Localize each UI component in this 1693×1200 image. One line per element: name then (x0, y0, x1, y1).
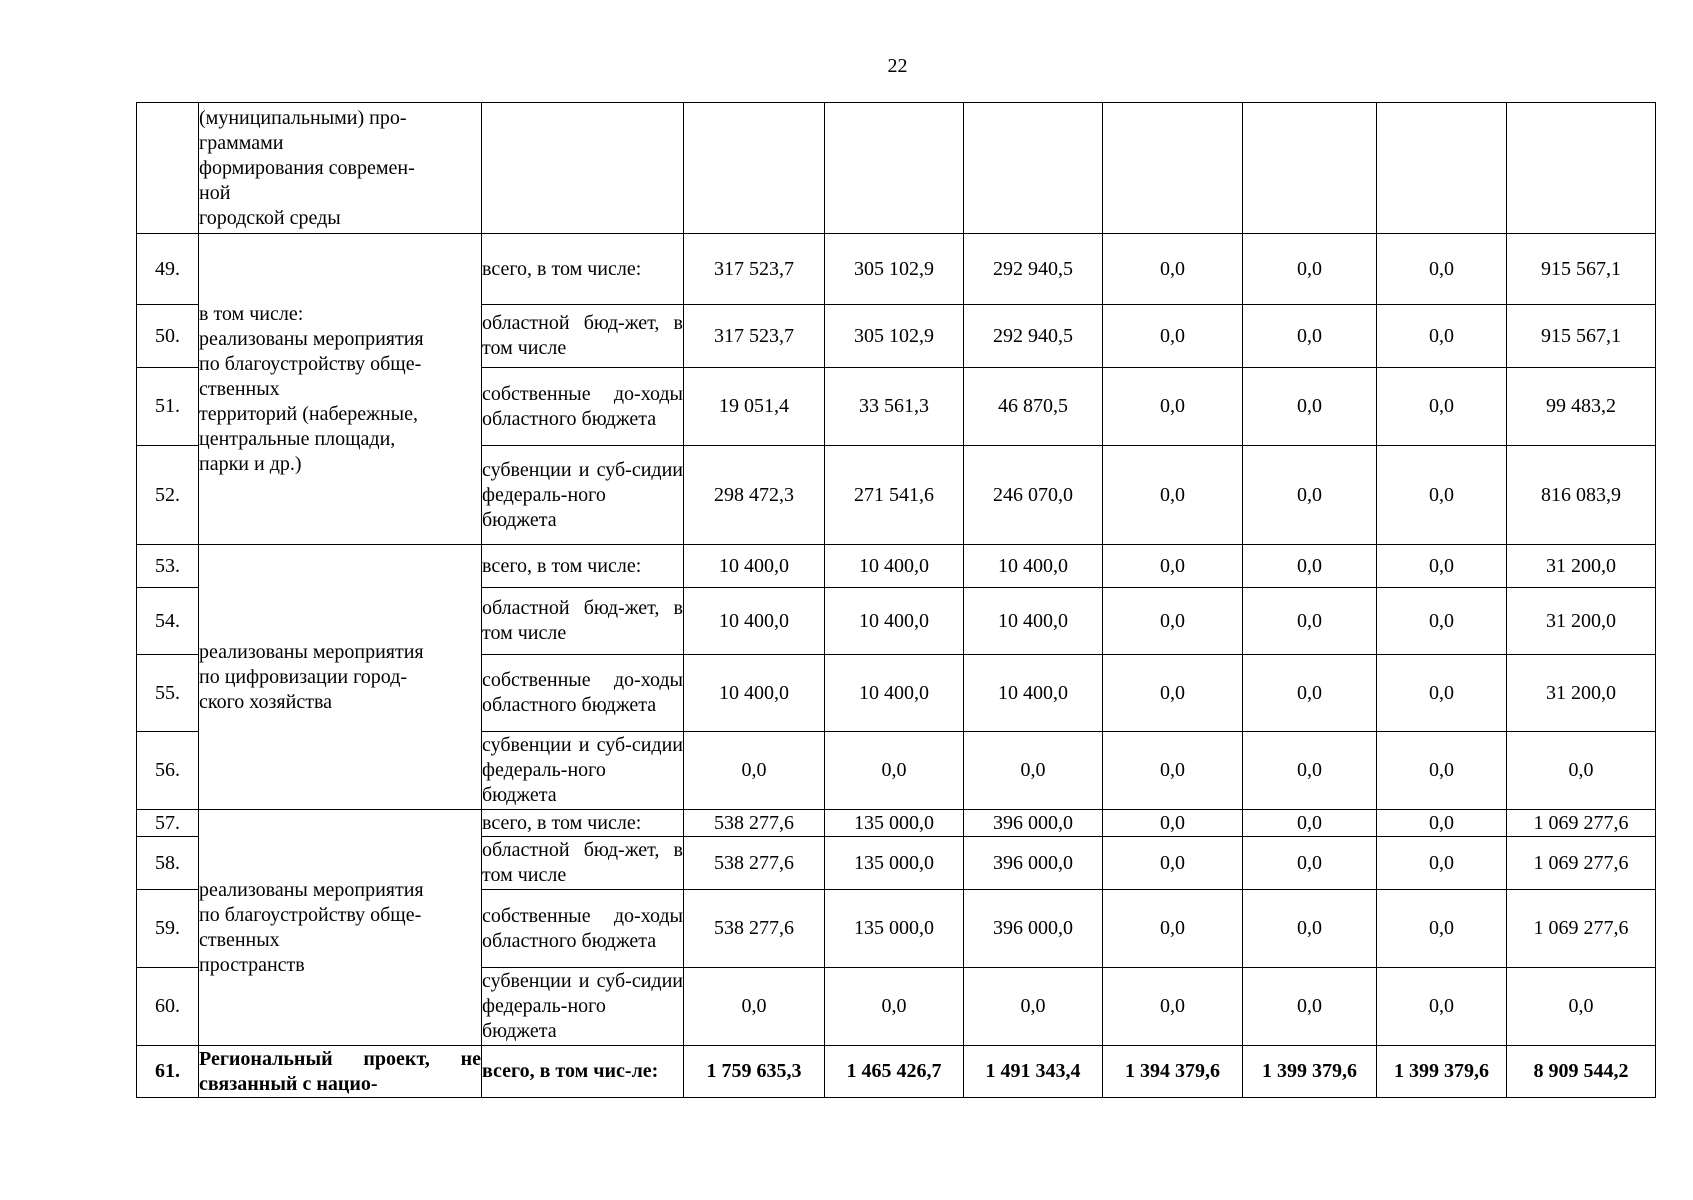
value-cell: 396 000,0 (964, 837, 1103, 890)
value-cell: 1 491 343,4 (964, 1046, 1103, 1098)
value-cell: 0,0 (1377, 305, 1507, 368)
row-number-cell: 61. (137, 1046, 199, 1098)
value-cell: 915 567,1 (1507, 305, 1656, 368)
value-cell: 10 400,0 (684, 655, 825, 732)
value-cell: 0,0 (1243, 732, 1377, 810)
value-cell: 1 069 277,6 (1507, 890, 1656, 968)
value-cell (1103, 103, 1243, 234)
row-number-cell: 59. (137, 890, 199, 968)
row-number-cell: 54. (137, 588, 199, 655)
value-cell: 0,0 (1507, 968, 1656, 1046)
value-cell: 0,0 (1377, 368, 1507, 446)
value-cell: 0,0 (1377, 890, 1507, 968)
table-row (137, 810, 1656, 837)
value-cell: 10 400,0 (964, 545, 1103, 588)
value-cell: 0,0 (1103, 368, 1243, 446)
value-cell: 10 400,0 (964, 655, 1103, 732)
value-cell: 0,0 (1103, 732, 1243, 810)
value-cell: 1 399 379,6 (1377, 1046, 1507, 1098)
event-name-cell: Региональный проект, не связанный с нацио- (199, 1046, 482, 1098)
value-cell: 0,0 (1377, 545, 1507, 588)
funding-source-cell: всего, в том чис-ле: (482, 1046, 684, 1098)
value-cell: 31 200,0 (1507, 588, 1656, 655)
value-cell: 305 102,9 (825, 305, 964, 368)
funding-source-cell: областной бюд-жет, в том числе (482, 588, 684, 655)
value-cell: 0,0 (1377, 837, 1507, 890)
value-cell: 246 070,0 (964, 446, 1103, 545)
value-cell: 0,0 (1103, 810, 1243, 837)
value-cell: 396 000,0 (964, 890, 1103, 968)
value-cell (825, 103, 964, 234)
row-number-cell: 51. (137, 368, 199, 446)
value-cell (964, 103, 1103, 234)
value-cell: 135 000,0 (825, 837, 964, 890)
value-cell: 538 277,6 (684, 810, 825, 837)
value-cell: 317 523,7 (684, 234, 825, 305)
value-cell: 0,0 (1243, 837, 1377, 890)
value-cell: 10 400,0 (964, 588, 1103, 655)
budget-table (136, 102, 1656, 1098)
value-cell: 0,0 (1243, 446, 1377, 545)
value-cell: 0,0 (1377, 446, 1507, 545)
value-cell (1377, 103, 1507, 234)
value-cell: 0,0 (1243, 968, 1377, 1046)
value-cell: 0,0 (1243, 810, 1377, 837)
value-cell: 135 000,0 (825, 890, 964, 968)
row-number-cell: 49. (137, 234, 199, 305)
continuation-name-cell: (муниципальными) про- граммами формирования современ- ной городской среды (199, 103, 482, 234)
row-number-cell (137, 103, 199, 234)
value-cell: 305 102,9 (825, 234, 964, 305)
page-number: 22 (887, 55, 908, 77)
funding-source-cell: субвенции и суб-сидии федераль-ного бюджета (482, 732, 684, 810)
value-cell: 0,0 (1103, 545, 1243, 588)
continuation-row (137, 103, 1656, 234)
value-cell: 396 000,0 (964, 810, 1103, 837)
value-cell: 538 277,6 (684, 890, 825, 968)
row-number-cell: 53. (137, 545, 199, 588)
funding-source-cell: всего, в том числе: (482, 810, 684, 837)
value-cell: 1 069 277,6 (1507, 810, 1656, 837)
value-cell: 0,0 (1243, 588, 1377, 655)
table-row (137, 545, 1656, 588)
value-cell: 0,0 (1377, 234, 1507, 305)
funding-source-cell: всего, в том числе: (482, 234, 684, 305)
value-cell: 0,0 (825, 732, 964, 810)
value-cell: 816 083,9 (1507, 446, 1656, 545)
value-cell: 915 567,1 (1507, 234, 1656, 305)
value-cell: 1 069 277,6 (1507, 837, 1656, 890)
funding-source-cell: собственные до-ходы областного бюджета (482, 368, 684, 446)
funding-source-cell: субвенции и суб-сидии федераль-ного бюджета (482, 968, 684, 1046)
table-body (137, 103, 1656, 1098)
value-cell: 1 759 635,3 (684, 1046, 825, 1098)
funding-source-cell: всего, в том числе: (482, 545, 684, 588)
value-cell: 271 541,6 (825, 446, 964, 545)
value-cell: 0,0 (1103, 655, 1243, 732)
value-cell: 0,0 (1103, 837, 1243, 890)
value-cell: 0,0 (964, 732, 1103, 810)
value-cell: 0,0 (1243, 545, 1377, 588)
value-cell: 10 400,0 (684, 545, 825, 588)
table-row (137, 234, 1656, 305)
value-cell (1507, 103, 1656, 234)
funding-source-cell: областной бюд-жет, в том числе (482, 837, 684, 890)
value-cell: 0,0 (1103, 890, 1243, 968)
value-cell: 292 940,5 (964, 234, 1103, 305)
row-number-cell: 55. (137, 655, 199, 732)
row-number-cell: 52. (137, 446, 199, 545)
value-cell: 0,0 (1377, 810, 1507, 837)
value-cell: 0,0 (825, 968, 964, 1046)
event-name-cell: реализованы мероприятия по благоустройству обще- ственных пространств (199, 810, 482, 1046)
value-cell: 298 472,3 (684, 446, 825, 545)
value-cell: 0,0 (964, 968, 1103, 1046)
table-row (137, 1046, 1656, 1098)
value-cell: 1 399 379,6 (1243, 1046, 1377, 1098)
value-cell: 10 400,0 (825, 588, 964, 655)
row-number-cell: 57. (137, 810, 199, 837)
funding-source-cell: областной бюд-жет, в том числе (482, 305, 684, 368)
value-cell: 0,0 (1507, 732, 1656, 810)
value-cell: 0,0 (1103, 305, 1243, 368)
value-cell: 1 394 379,6 (1103, 1046, 1243, 1098)
value-cell: 0,0 (1377, 732, 1507, 810)
value-cell: 1 465 426,7 (825, 1046, 964, 1098)
value-cell: 0,0 (1243, 368, 1377, 446)
value-cell (1243, 103, 1377, 234)
value-cell: 0,0 (684, 968, 825, 1046)
value-cell: 0,0 (1103, 446, 1243, 545)
row-number-cell: 58. (137, 837, 199, 890)
value-cell: 0,0 (1243, 655, 1377, 732)
value-cell: 0,0 (1377, 588, 1507, 655)
value-cell: 10 400,0 (825, 545, 964, 588)
row-number-cell: 56. (137, 732, 199, 810)
funding-source-cell: субвенции и суб-сидии федераль-ного бюджета (482, 446, 684, 545)
funding-source-cell: собственные до-ходы областного бюджета (482, 890, 684, 968)
event-name-cell: в том числе: реализованы мероприятия по благоустройству обще- ственных территорий (набережные, центральные площади, парки и др.) (199, 234, 482, 545)
value-cell: 0,0 (1103, 968, 1243, 1046)
value-cell: 0,0 (1377, 655, 1507, 732)
event-name-cell: реализованы мероприятия по цифровизации город- ского хозяйства (199, 545, 482, 810)
value-cell: 317 523,7 (684, 305, 825, 368)
value-cell: 0,0 (1243, 890, 1377, 968)
value-cell (684, 103, 825, 234)
value-cell: 0,0 (1243, 305, 1377, 368)
value-cell: 31 200,0 (1507, 655, 1656, 732)
value-cell: 31 200,0 (1507, 545, 1656, 588)
value-cell: 0,0 (1377, 968, 1507, 1046)
value-cell: 0,0 (1103, 234, 1243, 305)
value-cell: 0,0 (1243, 234, 1377, 305)
value-cell: 19 051,4 (684, 368, 825, 446)
row-number-cell: 60. (137, 968, 199, 1046)
value-cell: 33 561,3 (825, 368, 964, 446)
value-cell: 10 400,0 (684, 588, 825, 655)
row-number-cell: 50. (137, 305, 199, 368)
source-cell (482, 103, 684, 234)
funding-source-cell: собственные до-ходы областного бюджета (482, 655, 684, 732)
value-cell: 8 909 544,2 (1507, 1046, 1656, 1098)
value-cell: 46 870,5 (964, 368, 1103, 446)
value-cell: 99 483,2 (1507, 368, 1656, 446)
value-cell: 538 277,6 (684, 837, 825, 890)
value-cell: 292 940,5 (964, 305, 1103, 368)
value-cell: 0,0 (1103, 588, 1243, 655)
value-cell: 135 000,0 (825, 810, 964, 837)
value-cell: 10 400,0 (825, 655, 964, 732)
value-cell: 0,0 (684, 732, 825, 810)
